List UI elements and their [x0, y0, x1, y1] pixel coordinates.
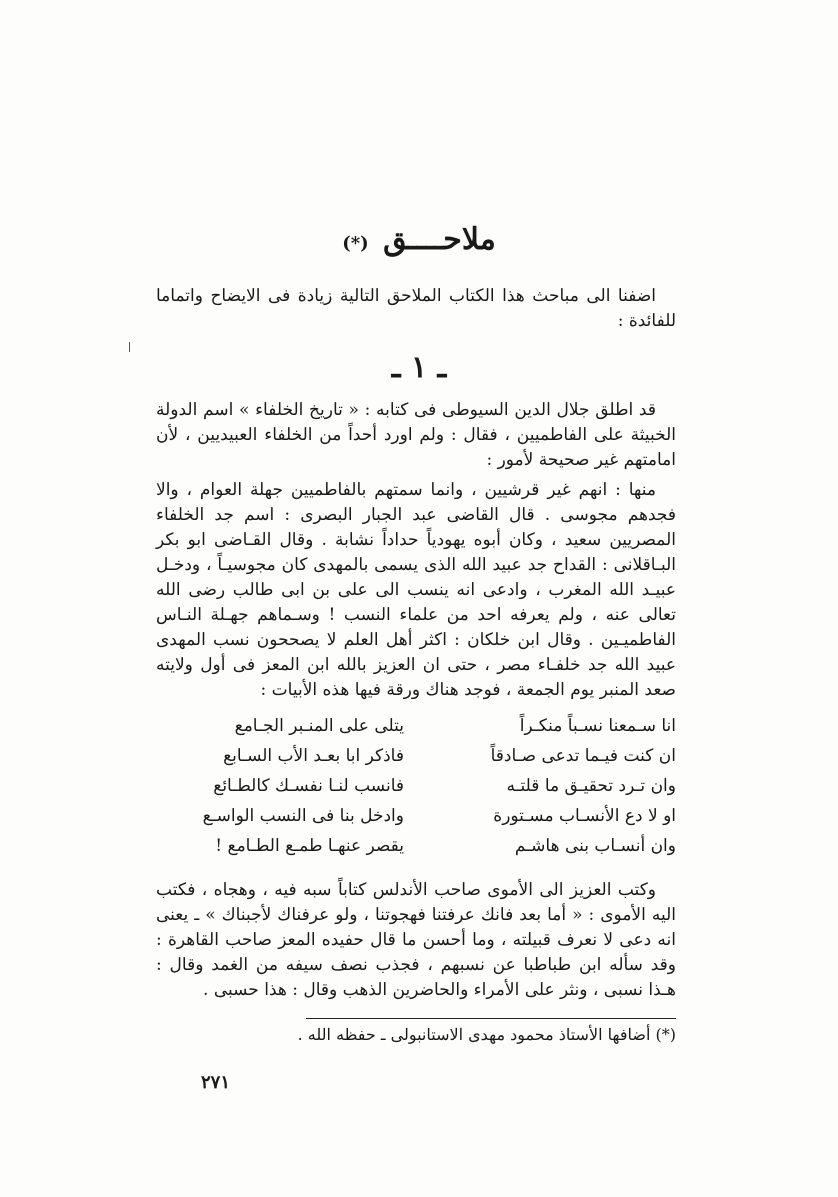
paragraph-1 [156, 398, 676, 473]
section-number: ـ ١ ـ [391, 350, 447, 385]
verse-first-hemistich: او لا دع الأنسـاب مسـتورة [493, 806, 676, 826]
verse-first-hemistich: ان كنت فيـما تدعى صـادقاً [490, 746, 676, 766]
poem-verse [156, 771, 676, 801]
verse-second-hemistich: يقصر عنهـا طمـع الطـامع ! [215, 836, 404, 856]
poem-verse [156, 741, 676, 771]
verse-first-hemistich: وان أنسـاب بنى هاشـم [514, 836, 676, 856]
footnote-divider [306, 1018, 676, 1019]
verse-second-hemistich: فانسب لنـا نفسـك كالطـائع [213, 776, 404, 796]
intro-text: اضفنا الى مباحث هذا الكتاب الملاحق التالية زيادة فى الايضاح واتماما للفائدة : [156, 286, 676, 331]
footnote: (*) أضافها الأستاذ محمود مهدى الاستانبولى ـ حفظه الله . [297, 1025, 676, 1044]
poem [156, 711, 676, 861]
page-number: ٢٧١ [200, 1072, 230, 1093]
verse-second-hemistich: فاذكر ابا بعـد الأب السـابع [223, 746, 404, 766]
paragraph-2-text: منها : انهم غير قرشيين ، وانما سمتهم بالفاطميين جهلة العوام ، والا فجدهم مجوسى . قال القاضى عبد الجبار البصرى : اسم جد الخلفاء المصريين سعيد ، وكان أبوه يهودياً حداداً نشابة . وقال القـاضى ابو بكر البـاقلانى : القداح جد عبيد الله الذى يسمى بالمهدى كان مجوسيـاً ، ودخـل عبيـد الله المغرب ، وادعى انه ينسب الى على بن ابى طالب رضى الله تعالى عنه ، ولم يعرفه احد من علماء النسب ! وسـماهم جهـلة النـاس الفاطميـين . وقال ابن خلكان : اكثر أهل العلم لا يصححون نسب المهدى عبيد الله جد خلفـاء مصر ، حتى ان العزيز بالله ابن المعز فى أول ولايته صعد المنبر يوم الجمعة ، فوجد هناك ورقة فيها هذه الأبيات : [156, 480, 676, 700]
verse-second-hemistich: يتلى على المنـبر الجـامع [234, 716, 404, 736]
page-title [0, 222, 838, 257]
poem-verse [156, 801, 676, 831]
title-footnote-marker: (*) [342, 233, 369, 254]
verse-first-hemistich: وان تـرد تحقيـق ما قلتـه [506, 776, 676, 796]
intro-paragraph [156, 284, 676, 334]
verse-first-hemistich: انا سـمعنا نسـباً منكـراً [519, 716, 676, 736]
paragraph-1-text: قد اطلق جلال الدين السيوطى فى كتابه : « تاريخ الخلفاء » اسم الدولة الخبيثة على الفاطميين ، فقال : ولم اورد أحداً من الخلفاء العبيديين ، لأن امامتهم غير صحيحة لأمور : [156, 400, 676, 470]
poem-verse [156, 831, 676, 861]
paragraph-3-text: وكتب العزيز الى الأموى صاحب الأندلس كتاباً سبه فيه ، وهجاه ، فكتب اليه الأموى : « أما بعد فانك عرفتنا فهجوتنا ، ولو عرفناك لأجبناك » ـ يعنى انه دعى لا نعرف قبيلته ، وما أحسن ما قال حفيده المعز صاحب القاهرة : وقد سأله ابن طباطبا عن نسبهم ، فجذب نصف سيفه من الغمد وقال : هـذا نسبى ، ونثر على الأمراء والحاضرين الذهب وقال : هذا حسبى . [156, 880, 676, 1000]
verse-second-hemistich: وادخل بنا فى النسب الواسـع [202, 806, 404, 826]
paragraph-2 [156, 478, 676, 703]
paragraph-3 [156, 878, 676, 1003]
poem-verse [156, 711, 676, 741]
title-text: ملاحــــق [383, 222, 496, 257]
